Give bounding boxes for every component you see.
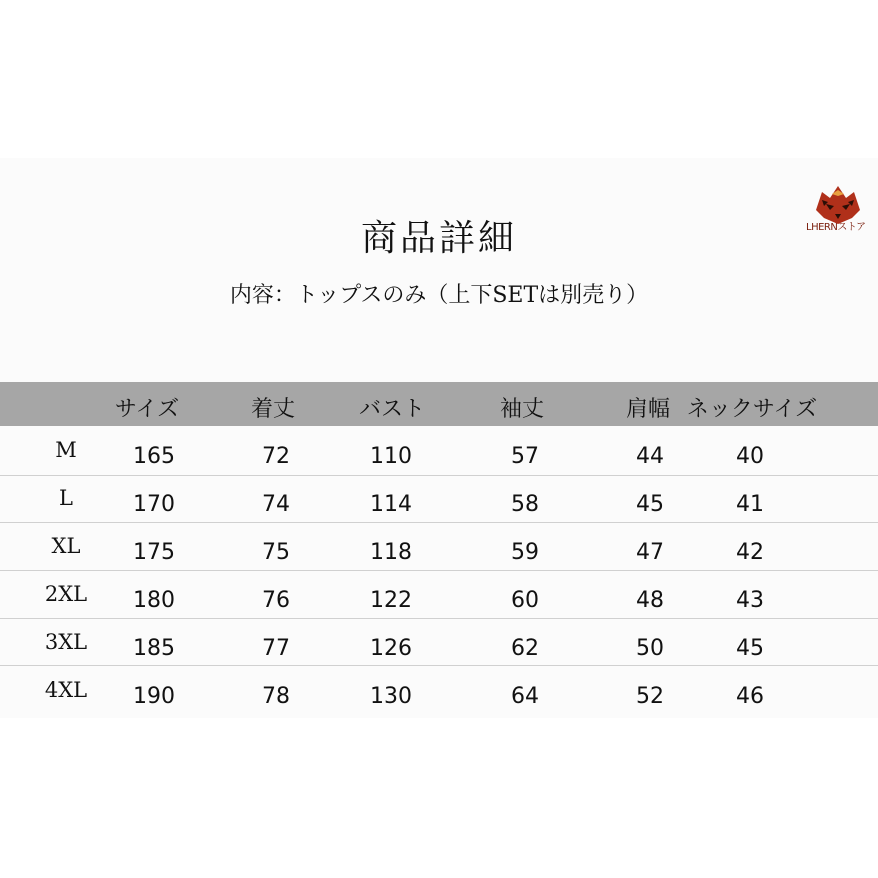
cell-bust: 130: [370, 684, 412, 709]
cell-neck: 40: [736, 444, 764, 469]
cell-neck: 46: [736, 684, 764, 709]
cell-chest-total: 190: [133, 684, 175, 709]
header-bust: バスト: [358, 397, 426, 422]
cell-sleeve: 58: [511, 492, 539, 517]
cell-sleeve: 59: [511, 540, 539, 565]
size-label: 3XL: [44, 630, 88, 654]
cell-length: 72: [262, 444, 290, 469]
cell-sleeve: 57: [511, 444, 539, 469]
row-divider: [0, 475, 878, 476]
cell-length: 75: [262, 540, 290, 565]
cell-chest-total: 180: [133, 588, 175, 613]
cell-bust: 114: [370, 492, 412, 517]
cell-sleeve: 62: [511, 636, 539, 661]
header-sleeve: 袖丈: [499, 397, 545, 422]
header-length: 着丈: [250, 397, 296, 422]
size-label: L: [59, 486, 73, 510]
cell-length: 77: [262, 636, 290, 661]
cell-chest-total: 185: [133, 636, 175, 661]
cell-neck: 45: [736, 636, 764, 661]
header-neck: ネックサイズ: [686, 397, 818, 422]
cell-chest-total: 165: [133, 444, 175, 469]
size-label: 2XL: [44, 582, 88, 606]
cell-shoulder: 47: [636, 540, 664, 565]
page-title: 商品詳細: [360, 218, 517, 259]
cell-sleeve: 64: [511, 684, 539, 709]
cell-sleeve: 60: [511, 588, 539, 613]
cell-neck: 42: [736, 540, 764, 565]
cell-shoulder: 44: [636, 444, 664, 469]
logo-text: LHERNストア: [806, 222, 866, 233]
size-label: 4XL: [44, 678, 88, 702]
header-shoulder: 肩幅: [625, 397, 671, 422]
cell-chest-total: 170: [133, 492, 175, 517]
cell-shoulder: 48: [636, 588, 664, 613]
cell-bust: 126: [370, 636, 412, 661]
page-subtitle: 内容：トップスのみ（上下SETは別売り）: [229, 283, 649, 308]
size-label: XL: [51, 534, 81, 558]
row-divider: [0, 570, 878, 571]
cell-neck: 41: [736, 492, 764, 517]
cell-bust: 118: [370, 540, 412, 565]
cell-bust: 110: [370, 444, 412, 469]
cell-length: 78: [262, 684, 290, 709]
cell-length: 76: [262, 588, 290, 613]
row-divider: [0, 665, 878, 666]
header-size: サイズ: [114, 397, 180, 422]
row-divider: [0, 522, 878, 523]
cell-length: 74: [262, 492, 290, 517]
cell-shoulder: 50: [636, 636, 664, 661]
cell-shoulder: 52: [636, 684, 664, 709]
cell-chest-total: 175: [133, 540, 175, 565]
cell-neck: 43: [736, 588, 764, 613]
size-label: M: [55, 438, 77, 462]
row-divider: [0, 618, 878, 619]
cell-bust: 122: [370, 588, 412, 613]
cell-shoulder: 45: [636, 492, 664, 517]
